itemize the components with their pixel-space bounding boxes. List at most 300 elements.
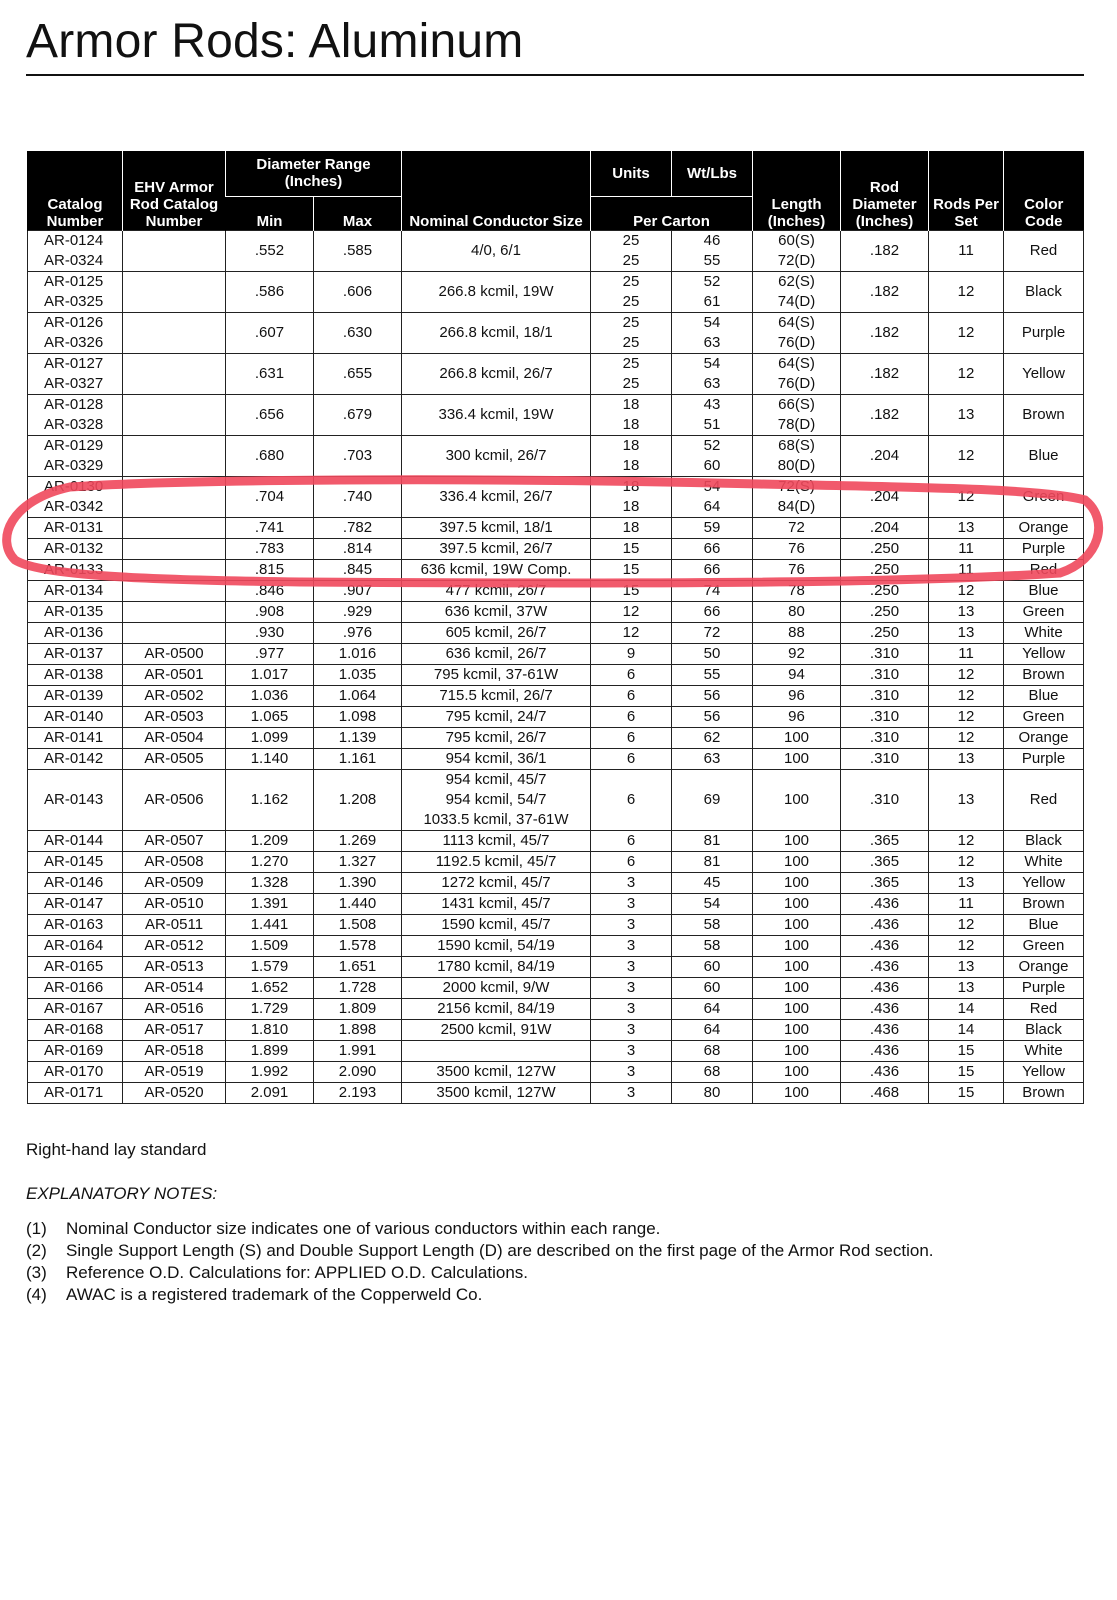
- min-cell: .846: [226, 580, 314, 601]
- conductor-size: [402, 872, 591, 893]
- header-diameter-range: Diameter Range (Inches): [226, 151, 402, 196]
- header-rod-diameter: Rod Diameter (Inches): [841, 151, 929, 230]
- length-inches: 78(D): [753, 415, 841, 436]
- weight-per-carton: 63: [672, 333, 753, 354]
- catalog-number: AR-0170: [28, 1061, 123, 1082]
- length-inches: 100: [753, 748, 841, 769]
- note-number: (3): [26, 1263, 47, 1282]
- length-inches: 72(D): [753, 251, 841, 272]
- title-rule: [26, 74, 1084, 76]
- conductor-size: [402, 230, 591, 271]
- units-per-carton: 12: [591, 622, 672, 643]
- min-cell: .631: [226, 353, 314, 394]
- table-row: [28, 1082, 1084, 1103]
- length-inches: 84(D): [753, 497, 841, 518]
- note-text: Single Support Length (S) and Double Support Length (D) are described on the first page of the Armor Rod section.: [66, 1241, 934, 1260]
- color-code: Orange: [1004, 727, 1084, 748]
- table-row: [28, 1061, 1084, 1082]
- length-inches: 76: [753, 559, 841, 580]
- conductor-size: [402, 893, 591, 914]
- conductor-line: 2156 kcmil, 84/19: [437, 999, 555, 1017]
- rods-per-set: 12: [929, 476, 1004, 517]
- ehv-cell: AR-0502: [123, 685, 226, 706]
- conductor-line: 3500 kcmil, 127W: [436, 1083, 556, 1101]
- rod-diameter: .436: [841, 977, 929, 998]
- rod-diameter: .436: [841, 1061, 929, 1082]
- conductor-line: 795 kcmil, 37-61W: [433, 665, 559, 683]
- rod-diameter: .436: [841, 893, 929, 914]
- weight-per-carton: 59: [672, 517, 753, 538]
- weight-per-carton: 58: [672, 935, 753, 956]
- min-cell: 1.270: [226, 851, 314, 872]
- table-row: [28, 956, 1084, 977]
- rod-diameter: .250: [841, 538, 929, 559]
- conductor-line: 266.8 kcmil, 18/1: [439, 323, 553, 341]
- weight-per-carton: 54: [672, 353, 753, 374]
- color-code: Red: [1004, 769, 1084, 830]
- max-cell: 1.578: [314, 935, 402, 956]
- max-cell: .679: [314, 394, 402, 435]
- min-cell: 1.036: [226, 685, 314, 706]
- ehv-cell: [123, 353, 226, 394]
- max-cell: 1.161: [314, 748, 402, 769]
- ehv-cell: [123, 622, 226, 643]
- rod-diameter: .365: [841, 872, 929, 893]
- table-row: [28, 1040, 1084, 1061]
- weight-per-carton: 45: [672, 872, 753, 893]
- catalog-number: AR-0134: [28, 580, 123, 601]
- units-per-carton: 3: [591, 977, 672, 998]
- rod-diameter: .310: [841, 769, 929, 830]
- color-code: Yellow: [1004, 872, 1084, 893]
- header-min: Min: [226, 196, 314, 230]
- catalog-number: AR-0143: [28, 769, 123, 830]
- catalog-number: AR-0166: [28, 977, 123, 998]
- table-row: [28, 706, 1084, 727]
- ehv-cell: AR-0501: [123, 664, 226, 685]
- max-cell: .655: [314, 353, 402, 394]
- max-cell: 1.035: [314, 664, 402, 685]
- header-rods-per-set: Rods Per Set: [929, 151, 1004, 230]
- rod-diameter: .182: [841, 394, 929, 435]
- conductor-size: [402, 769, 591, 830]
- conductor-size: [402, 476, 591, 517]
- table-row: [28, 872, 1084, 893]
- max-cell: 1.898: [314, 1019, 402, 1040]
- conductor-size: [402, 664, 591, 685]
- catalog-number: AR-0169: [28, 1040, 123, 1061]
- catalog-number: AR-0144: [28, 830, 123, 851]
- table-row: [28, 353, 1084, 374]
- catalog-number: AR-0128: [28, 394, 123, 415]
- ehv-cell: [123, 580, 226, 601]
- min-cell: .607: [226, 312, 314, 353]
- catalog-number: AR-0165: [28, 956, 123, 977]
- min-cell: .741: [226, 517, 314, 538]
- max-cell: 1.098: [314, 706, 402, 727]
- weight-per-carton: 54: [672, 476, 753, 497]
- conductor-size: [402, 1040, 591, 1061]
- conductor-size: [402, 998, 591, 1019]
- weight-per-carton: 55: [672, 251, 753, 272]
- weight-per-carton: 64: [672, 998, 753, 1019]
- color-code: Brown: [1004, 394, 1084, 435]
- catalog-number: AR-0325: [28, 292, 123, 313]
- length-inches: 100: [753, 977, 841, 998]
- min-cell: .656: [226, 394, 314, 435]
- weight-per-carton: 58: [672, 914, 753, 935]
- table-row: [28, 435, 1084, 456]
- catalog-number: AR-0142: [28, 748, 123, 769]
- ehv-cell: AR-0519: [123, 1061, 226, 1082]
- catalog-number: AR-0139: [28, 685, 123, 706]
- conductor-line: 636 kcmil, 26/7: [445, 644, 547, 662]
- table-row: [28, 476, 1084, 497]
- weight-per-carton: 72: [672, 622, 753, 643]
- ehv-cell: AR-0512: [123, 935, 226, 956]
- min-cell: .977: [226, 643, 314, 664]
- table-header: [28, 151, 1084, 230]
- length-inches: 100: [753, 727, 841, 748]
- units-per-carton: 6: [591, 830, 672, 851]
- units-per-carton: 15: [591, 538, 672, 559]
- conductor-size: [402, 1082, 591, 1103]
- ehv-cell: [123, 271, 226, 312]
- ehv-cell: AR-0511: [123, 914, 226, 935]
- max-cell: 1.508: [314, 914, 402, 935]
- rods-per-set: 12: [929, 851, 1004, 872]
- units-per-carton: 25: [591, 333, 672, 354]
- rods-per-set: 13: [929, 748, 1004, 769]
- rods-per-set: 14: [929, 998, 1004, 1019]
- ehv-cell: [123, 517, 226, 538]
- max-cell: 2.090: [314, 1061, 402, 1082]
- length-inches: 74(D): [753, 292, 841, 313]
- rods-per-set: 12: [929, 580, 1004, 601]
- rods-per-set: 13: [929, 394, 1004, 435]
- notes-title: EXPLANATORY NOTES:: [26, 1184, 218, 1203]
- conductor-size: [402, 851, 591, 872]
- min-cell: 1.579: [226, 956, 314, 977]
- rod-diameter: .182: [841, 230, 929, 271]
- rods-per-set: 12: [929, 914, 1004, 935]
- weight-per-carton: 69: [672, 769, 753, 830]
- catalog-number: AR-0135: [28, 601, 123, 622]
- weight-per-carton: 64: [672, 1019, 753, 1040]
- units-per-carton: 6: [591, 851, 672, 872]
- table-row: [28, 622, 1084, 643]
- conductor-line: 715.5 kcmil, 26/7: [439, 686, 553, 704]
- units-per-carton: 3: [591, 1019, 672, 1040]
- rod-diameter: .436: [841, 1040, 929, 1061]
- rod-diameter: .436: [841, 1019, 929, 1040]
- ehv-cell: [123, 476, 226, 517]
- length-inches: 100: [753, 893, 841, 914]
- length-inches: 100: [753, 1061, 841, 1082]
- rods-per-set: 13: [929, 872, 1004, 893]
- color-code: Green: [1004, 935, 1084, 956]
- length-inches: 64(S): [753, 353, 841, 374]
- catalog-number: AR-0146: [28, 872, 123, 893]
- units-per-carton: 6: [591, 664, 672, 685]
- length-inches: 100: [753, 935, 841, 956]
- units-per-carton: 6: [591, 769, 672, 830]
- conductor-line: 795 kcmil, 26/7: [445, 728, 547, 746]
- ehv-cell: AR-0505: [123, 748, 226, 769]
- conductor-size: [402, 977, 591, 998]
- ehv-cell: AR-0500: [123, 643, 226, 664]
- conductor-size: [402, 956, 591, 977]
- rods-per-set: 15: [929, 1061, 1004, 1082]
- length-inches: 96: [753, 706, 841, 727]
- conductor-line: 954 kcmil, 45/7: [445, 770, 547, 788]
- weight-per-carton: 46: [672, 230, 753, 251]
- length-inches: 100: [753, 914, 841, 935]
- rod-diameter: .310: [841, 685, 929, 706]
- max-cell: .845: [314, 559, 402, 580]
- catalog-number: AR-0171: [28, 1082, 123, 1103]
- units-per-carton: 25: [591, 251, 672, 272]
- rod-diameter: .365: [841, 830, 929, 851]
- catalog-number: AR-0126: [28, 312, 123, 333]
- min-cell: 1.162: [226, 769, 314, 830]
- conductor-size: [402, 517, 591, 538]
- length-inches: 94: [753, 664, 841, 685]
- color-code: Red: [1004, 230, 1084, 271]
- weight-per-carton: 63: [672, 748, 753, 769]
- catalog-number: AR-0328: [28, 415, 123, 436]
- table-row: [28, 538, 1084, 559]
- units-per-carton: 3: [591, 998, 672, 1019]
- rod-diameter: .365: [841, 851, 929, 872]
- length-inches: 88: [753, 622, 841, 643]
- conductor-line: 636 kcmil, 37W: [444, 602, 548, 620]
- rods-per-set: 13: [929, 622, 1004, 643]
- weight-per-carton: 51: [672, 415, 753, 436]
- min-cell: 1.065: [226, 706, 314, 727]
- length-inches: 62(S): [753, 271, 841, 292]
- rod-diameter: .204: [841, 517, 929, 538]
- min-cell: .552: [226, 230, 314, 271]
- weight-per-carton: 54: [672, 312, 753, 333]
- rod-diameter: .310: [841, 643, 929, 664]
- table-row: [28, 830, 1084, 851]
- length-inches: 100: [753, 956, 841, 977]
- rod-diameter: .436: [841, 914, 929, 935]
- conductor-line: 300 kcmil, 26/7: [445, 446, 547, 464]
- rod-diameter: .182: [841, 271, 929, 312]
- color-code: Green: [1004, 476, 1084, 517]
- table-row: [28, 230, 1084, 251]
- weight-per-carton: 66: [672, 601, 753, 622]
- conductor-line: 397.5 kcmil, 18/1: [439, 518, 553, 536]
- max-cell: 1.809: [314, 998, 402, 1019]
- units-per-carton: 15: [591, 580, 672, 601]
- max-cell: 1.269: [314, 830, 402, 851]
- table-row: [28, 998, 1084, 1019]
- max-cell: .782: [314, 517, 402, 538]
- rods-per-set: 15: [929, 1082, 1004, 1103]
- page-title: Armor Rods: Aluminum: [26, 15, 524, 68]
- conductor-line: 1590 kcmil, 54/19: [437, 936, 555, 954]
- conductor-size: [402, 271, 591, 312]
- units-per-carton: 6: [591, 748, 672, 769]
- min-cell: 2.091: [226, 1082, 314, 1103]
- conductor-size: [402, 538, 591, 559]
- conductor-size: [402, 935, 591, 956]
- conductor-size: [402, 748, 591, 769]
- catalog-number: AR-0163: [28, 914, 123, 935]
- rod-diameter: .250: [841, 601, 929, 622]
- rods-per-set: 11: [929, 643, 1004, 664]
- catalog-number: AR-0342: [28, 497, 123, 518]
- rod-diameter: .182: [841, 353, 929, 394]
- table-row: [28, 559, 1084, 580]
- conductor-line: 336.4 kcmil, 26/7: [439, 487, 553, 505]
- note-text: Nominal Conductor size indicates one of various conductors within each range.: [66, 1219, 661, 1238]
- conductor-line: 636 kcmil, 19W Comp.: [420, 560, 572, 578]
- weight-per-carton: 68: [672, 1040, 753, 1061]
- color-code: Red: [1004, 559, 1084, 580]
- conductor-size: [402, 685, 591, 706]
- rod-diameter: .436: [841, 956, 929, 977]
- conductor-size: [402, 622, 591, 643]
- units-per-carton: 12: [591, 601, 672, 622]
- weight-per-carton: 56: [672, 706, 753, 727]
- max-cell: .703: [314, 435, 402, 476]
- max-cell: 1.064: [314, 685, 402, 706]
- conductor-line: 795 kcmil, 24/7: [445, 707, 547, 725]
- units-per-carton: 18: [591, 415, 672, 436]
- header-length: Length (Inches): [753, 151, 841, 230]
- conductor-size: [402, 312, 591, 353]
- color-code: Orange: [1004, 956, 1084, 977]
- conductor-line: 954 kcmil, 54/7: [445, 790, 547, 808]
- units-per-carton: 18: [591, 476, 672, 497]
- ehv-cell: AR-0508: [123, 851, 226, 872]
- header-color: Color Code: [1004, 151, 1084, 230]
- conductor-size: [402, 580, 591, 601]
- length-inches: 100: [753, 1040, 841, 1061]
- conductor-line: 1272 kcmil, 45/7: [441, 873, 551, 891]
- table-row: [28, 601, 1084, 622]
- catalog-number: AR-0136: [28, 622, 123, 643]
- catalog-number: AR-0125: [28, 271, 123, 292]
- min-cell: 1.017: [226, 664, 314, 685]
- table-row: [28, 727, 1084, 748]
- color-code: White: [1004, 622, 1084, 643]
- weight-per-carton: 62: [672, 727, 753, 748]
- rod-diameter: .182: [841, 312, 929, 353]
- min-cell: 1.391: [226, 893, 314, 914]
- max-cell: 1.327: [314, 851, 402, 872]
- note-item: [26, 1218, 1096, 1240]
- length-inches: 80(D): [753, 456, 841, 477]
- conductor-line: 605 kcmil, 26/7: [445, 623, 547, 641]
- ehv-cell: [123, 230, 226, 271]
- table-row: [28, 664, 1084, 685]
- units-per-carton: 25: [591, 374, 672, 395]
- rod-diameter: .250: [841, 559, 929, 580]
- color-code: Yellow: [1004, 353, 1084, 394]
- length-inches: 96: [753, 685, 841, 706]
- table-row: [28, 935, 1084, 956]
- rods-per-set: 12: [929, 830, 1004, 851]
- color-code: Yellow: [1004, 1061, 1084, 1082]
- weight-per-carton: 56: [672, 685, 753, 706]
- length-inches: 78: [753, 580, 841, 601]
- length-inches: 76: [753, 538, 841, 559]
- conductor-line: 2500 kcmil, 91W: [440, 1020, 552, 1038]
- catalog-number: AR-0133: [28, 559, 123, 580]
- length-inches: 80: [753, 601, 841, 622]
- conductor-line: 3500 kcmil, 127W: [436, 1062, 556, 1080]
- weight-per-carton: 52: [672, 271, 753, 292]
- units-per-carton: 18: [591, 517, 672, 538]
- catalog-number: AR-0329: [28, 456, 123, 477]
- color-code: White: [1004, 1040, 1084, 1061]
- rod-diameter: .436: [841, 935, 929, 956]
- length-inches: 60(S): [753, 230, 841, 251]
- color-code: Brown: [1004, 664, 1084, 685]
- ehv-cell: AR-0510: [123, 893, 226, 914]
- length-inches: 72: [753, 517, 841, 538]
- rods-per-set: 12: [929, 353, 1004, 394]
- rods-per-set: 12: [929, 271, 1004, 312]
- min-cell: 1.652: [226, 977, 314, 998]
- units-per-carton: 18: [591, 497, 672, 518]
- max-cell: 1.651: [314, 956, 402, 977]
- note-item: [26, 1284, 1096, 1306]
- units-per-carton: 6: [591, 727, 672, 748]
- ehv-cell: [123, 538, 226, 559]
- units-per-carton: 25: [591, 353, 672, 374]
- min-cell: .783: [226, 538, 314, 559]
- color-code: Purple: [1004, 312, 1084, 353]
- table-row: [28, 580, 1084, 601]
- catalog-number: AR-0327: [28, 374, 123, 395]
- table-row: [28, 769, 1084, 830]
- header-units: Units: [591, 151, 672, 196]
- rod-diameter: .204: [841, 435, 929, 476]
- min-cell: 1.810: [226, 1019, 314, 1040]
- table-row: [28, 271, 1084, 292]
- rods-per-set: 13: [929, 956, 1004, 977]
- units-per-carton: 3: [591, 1061, 672, 1082]
- weight-per-carton: 66: [672, 538, 753, 559]
- rods-per-set: 13: [929, 601, 1004, 622]
- conductor-line: 1192.5 kcmil, 45/7: [435, 852, 557, 870]
- conductor-line: 266.8 kcmil, 19W: [438, 282, 554, 300]
- conductor-size: [402, 706, 591, 727]
- max-cell: 1.390: [314, 872, 402, 893]
- header-per-carton: Per Carton: [591, 196, 753, 230]
- units-per-carton: 25: [591, 230, 672, 251]
- length-inches: 100: [753, 1019, 841, 1040]
- conductor-size: [402, 394, 591, 435]
- units-per-carton: 25: [591, 271, 672, 292]
- color-code: Green: [1004, 706, 1084, 727]
- rod-diameter: .310: [841, 748, 929, 769]
- conductor-line: 1590 kcmil, 45/7: [441, 915, 551, 933]
- conductor-size: [402, 559, 591, 580]
- note-number: (2): [26, 1241, 47, 1260]
- rods-per-set: 11: [929, 559, 1004, 580]
- ehv-cell: [123, 435, 226, 476]
- conductor-line: 1780 kcmil, 84/19: [437, 957, 555, 975]
- rod-diameter: .250: [841, 622, 929, 643]
- weight-per-carton: 43: [672, 394, 753, 415]
